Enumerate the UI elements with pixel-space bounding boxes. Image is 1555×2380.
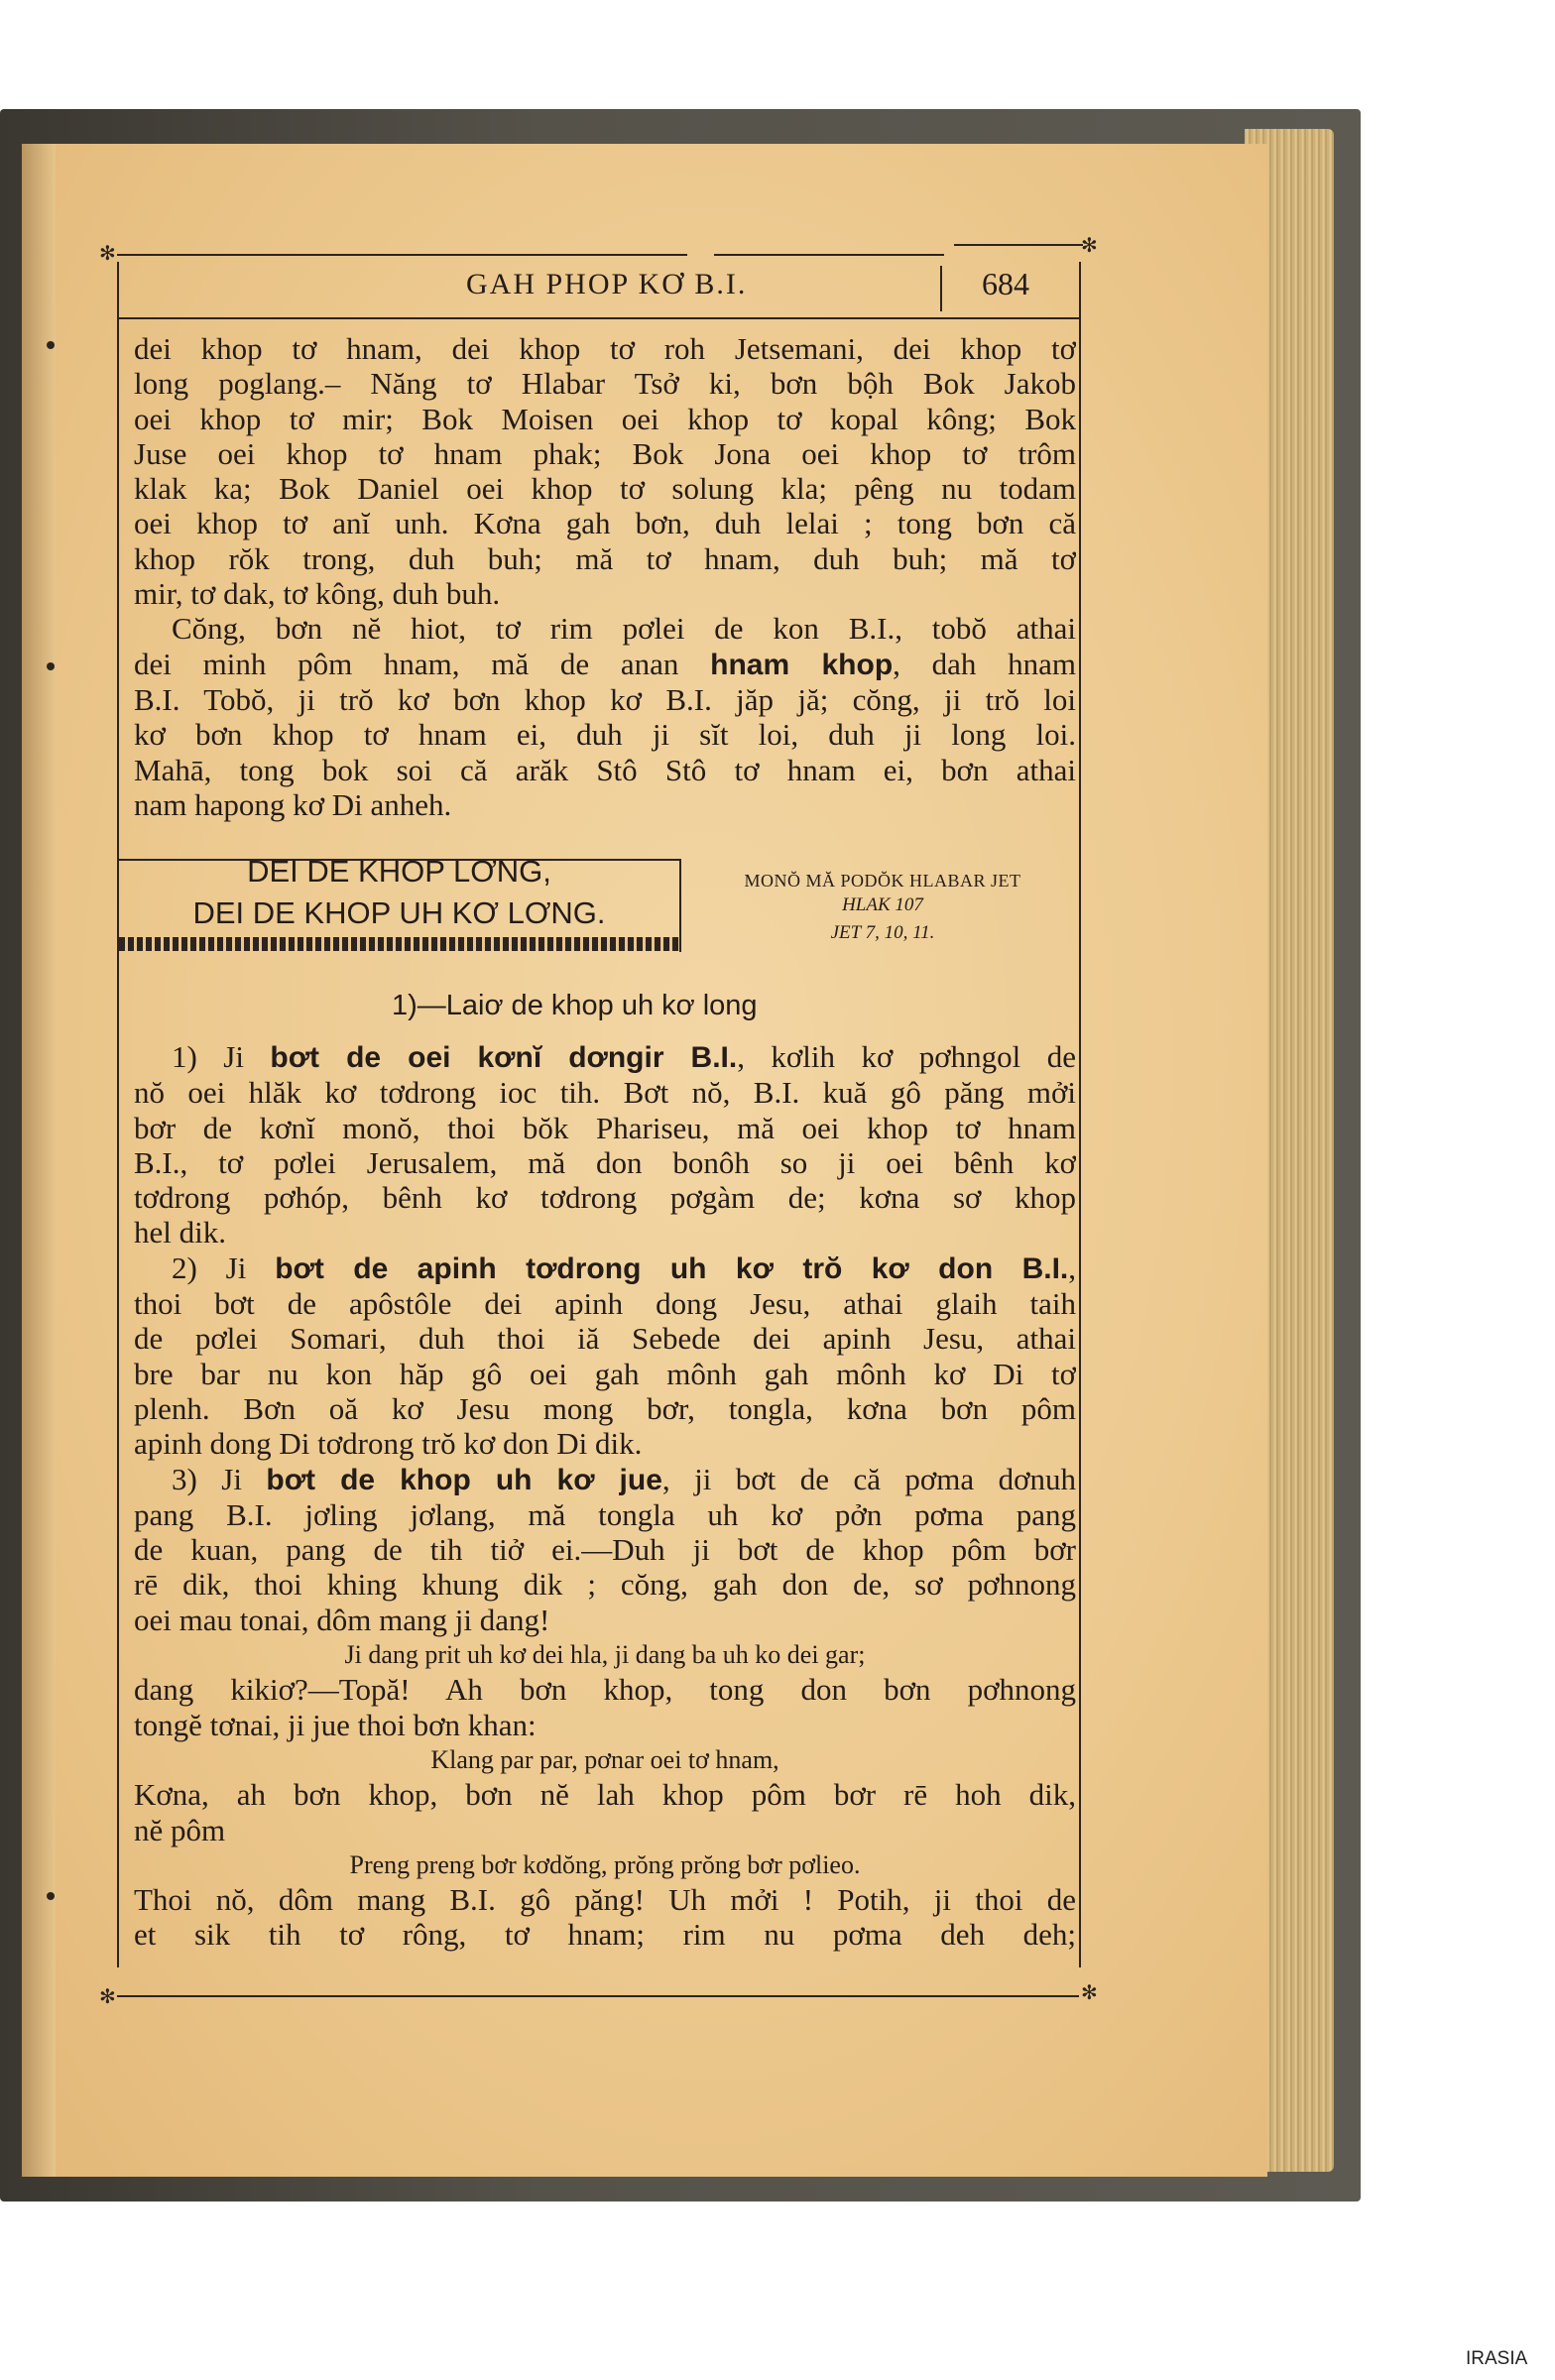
text-line [134,647,1076,682]
text-line: Kơna, ah bơn khop, bơn nĕ lah khop pôm bơr rē hoh dik, [134,1777,1076,1813]
hymn-reference [694,871,1071,947]
bottom-rule [117,1995,1079,1997]
text-line [134,1250,1076,1286]
text-line: mir, tơ dak, tơ kông, duh buh. [134,576,501,612]
text-fragment: , dah hnam [893,646,1076,681]
section-heading [119,851,679,950]
text-line: et sik tih tơ rông, tơ hnam; rim nu pơma deh deh; [134,1917,1076,1953]
text-line: de pơlei Somari, duh thoi iă Sebede dei apinh Jesu, athai [134,1321,1076,1357]
hymn-reference-line: HLAK 107 [842,894,923,915]
text-fragment: dei minh pôm hnam, mă de anan [134,646,679,681]
text-line: klak ka; Bok Daniel oei khop tơ solung kla; pêng nu todam [134,471,1076,507]
ornamental-border [119,937,679,951]
header-divider [940,266,942,311]
verse-quote: Klang par par, pơnar oei tơ hnam, [430,1744,779,1774]
text-line: oei khop tơ anĭ unh. Kơna gah bơn, duh lelai ; tong bơn că [134,506,1076,541]
top-body-text [134,331,1076,822]
text-line: de kuan, pang de tih tiở ei.—Duh ji bơt de khop pôm bơr [134,1532,1076,1568]
margin-mark [47,1892,55,1900]
text-line: bre bar nu kon hăp gô oei gah mônh gah mônh kơ Di tơ [134,1356,1076,1391]
text-line: apinh dong Di tơdrong trŏ kơ don Di dik. [134,1426,643,1462]
text-line [134,1039,1076,1075]
section-heading-line: DEI DE KHOP LƠNG, [247,854,551,889]
text-line: khop rŏk trong, duh buh; mă tơ hnam, duh buh; mă tơ [134,540,1076,576]
bold-term: bơt de apinh tơdrong uh kơ trŏ kơ don B.I. [275,1251,1069,1285]
text-line: Mahā, tong bok soi că arăk Stô Stô tơ hnam ei, bơn athai [134,752,1076,787]
right-border-rule [1079,262,1081,1967]
section-heading-line: DEI DE KHOP UH KƠ LƠNG. [192,895,606,930]
running-title: GAH PHOP KƠ B.I. [466,268,748,300]
watermark: IRASIA [1466,2348,1528,2369]
text-fragment: 3) Ji [172,1461,242,1496]
subheading: 1)—Laiơ de khop uh kơ long [392,990,758,1021]
text-fragment: , [1068,1250,1076,1285]
page-number: 684 [982,266,1029,301]
text-line: bơr de kơnĭ monŏ, thoi bŏk Phariseu, mă oei khop tơ hnam [134,1110,1076,1145]
text-line: nĕ pôm [134,1812,226,1847]
text-line: plenh. Bơn oă kơ Jesu mong bơr, tongla, kơna bơn pôm [134,1390,1076,1426]
text-fragment: , kơlih kơ pơhngol de [737,1039,1076,1074]
text-line: thoi bơt de apôstôle dei apinh dong Jesu, athai glaih taih [134,1286,1076,1322]
text-line: tongĕ tơnai, ji jue thoi bơn khan: [134,1707,537,1742]
text-line: oei mau tonai, dôm mang ji dang! [134,1602,550,1637]
corner-ornament-bottom-right: ✻ [1081,1982,1098,2004]
bold-term: bơt de khop uh kơ jue [266,1463,662,1496]
verse-quote: Ji dang prit uh kơ dei hla, ji dang ba uh ko dei gar; [344,1640,866,1670]
left-border-rule [117,262,119,1967]
text-line: oei khop tơ mir; Bok Moisen oei khop tơ kopal kông; Bok [134,401,1076,436]
bold-term: bơt de oei kơnĭ dơngir B.I. [270,1041,738,1074]
hymn-reference-line: JET 7, 10, 11. [830,922,935,943]
margin-mark [47,341,55,349]
page-gutter [22,144,56,2177]
text-line: rē dik, thoi khing khung dik ; cŏng, gah don de, sơ pơhnong [134,1567,1076,1603]
corner-ornament-top-right: ✻ [1081,235,1098,257]
hymn-reference-line: MONŎ MĂ PODŎK HLABAR JET [744,871,1021,891]
text-line: Juse oei khop tơ hnam phak; Bok Jona oei khop tơ trôm [134,435,1076,471]
text-line: B.I., tơ pơlei Jerusalem, mă don bonôh so ji oei bênh kơ [134,1144,1076,1180]
text-line: nŏ oei hlăk kơ tơdrong ioc tih. Bơt nŏ, B.I. kuă gô păng mởi [134,1075,1076,1111]
text-line: Thoi nŏ, dôm mang B.I. gô păng! Uh mởi ! Potih, ji thoi de [134,1882,1076,1918]
header-rule [117,317,1079,319]
text-line: hel dik. [134,1215,226,1250]
text-line: Cŏng, bơn nĕ hiot, tơ rim pơlei de kon B.I., tobŏ athai [172,611,1076,647]
main-body-text [134,1039,1076,1953]
text-line: nam hapong kơ Di anheh. [134,786,452,822]
text-fragment: 1) Ji [172,1039,244,1074]
text-line: tơdrong pơhóp, bênh kơ tơdrong pơgàm de; kơna sơ khop [134,1180,1076,1216]
text-line [134,1462,1076,1497]
top-rule-right [954,244,1083,246]
text-line: dei khop tơ hnam, dei khop tơ roh Jetsemani, dei khop tơ [134,331,1076,366]
section-box-right-rule [679,859,681,952]
verse-quote: Preng preng bơr kơdŏng, prŏng prŏng bơr pơlieo. [349,1849,861,1879]
text-line: long poglang.– Năng tơ Hlabar Tsở ki, bơn bộh Bok Jakob [134,366,1076,402]
text-fragment: , ji bơt de că pơma dơnuh [661,1461,1076,1496]
margin-mark [47,662,55,670]
text-fragment: 2) Ji [172,1250,247,1285]
corner-ornament-bottom-left: ✻ [99,1986,116,2008]
top-rule-left [117,254,687,256]
top-rule-middle [714,254,944,256]
text-line: pang B.I. jơling jơlang, mă tongla uh kơ pởn pơma pang [134,1496,1076,1532]
bold-term: hnam khop [710,648,894,681]
corner-ornament-top-left: ✻ [99,243,116,265]
text-line: B.I. Tobŏ, ji trŏ kơ bơn khop kơ B.I. jăp jă; cŏng, ji trŏ loi [134,681,1076,717]
text-line: dang kikiơ?—Topă! Ah bơn khop, tong don bơn pơhnong [134,1672,1076,1708]
text-line: kơ bơn khop tơ hnam ei, duh ji sĭt loi, duh ji long loi. [134,717,1076,753]
